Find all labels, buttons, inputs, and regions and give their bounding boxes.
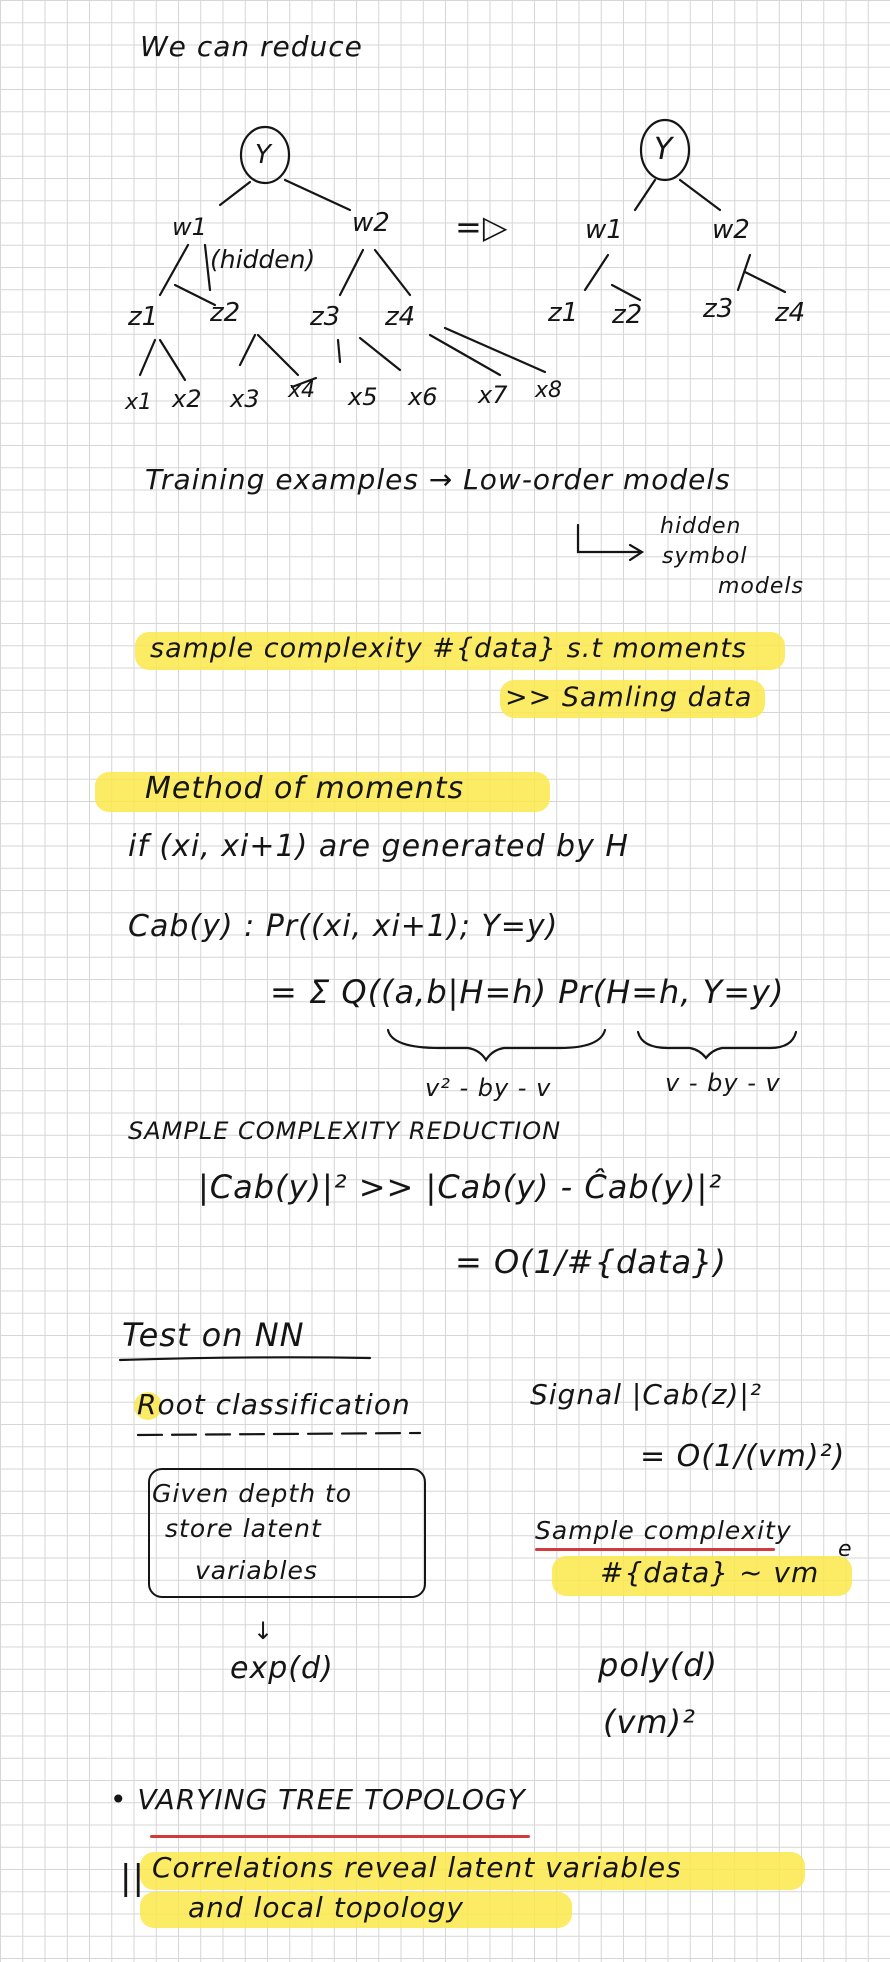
tree-left-root: Y xyxy=(255,140,271,170)
tree-right-z1: z1 xyxy=(548,298,579,328)
mom-cab-line: Cab(y) : Pr((xi, xi+1); Y=y) xyxy=(128,909,559,944)
given-box-line-2: store latent xyxy=(165,1514,322,1543)
given-box-line-3: variables xyxy=(195,1556,318,1585)
tree-right-w2: w2 xyxy=(712,215,750,245)
data-vm-exponent: e xyxy=(838,1537,853,1562)
correlations-line: Correlations reveal latent variables xyxy=(152,1851,682,1884)
vm-squared: (vm)² xyxy=(603,1703,696,1741)
data-vm-line: #{data} ~ vm xyxy=(600,1556,820,1589)
double-bar-marker: || xyxy=(120,1858,145,1898)
signal-order-line: = O(1/(vm)²) xyxy=(640,1439,846,1474)
tree-left-x8: x8 xyxy=(535,378,563,403)
poly-d: poly(d) xyxy=(598,1646,718,1684)
tree-left-x4: x4 xyxy=(288,378,316,403)
mom-sum-line: = Σ Q((a,b|H=h) Pr(H=h, Y=y) xyxy=(270,973,785,1011)
and-local-topology: and local topology xyxy=(188,1891,464,1924)
tree-right-z2: z2 xyxy=(612,300,643,330)
mom-if-line: if (xi, xi+1) are generated by H xyxy=(128,829,629,864)
inequality-line: |Cab(y)|² >> |Cab(y) - Ĉab(y)|² xyxy=(198,1168,723,1206)
tree-left-x6: x6 xyxy=(408,383,438,411)
tree-left-z3: z3 xyxy=(310,302,341,332)
tree-left-x7: x7 xyxy=(478,381,508,409)
intro-text: We can reduce xyxy=(140,30,363,63)
hidden-symbol-line-2: symbol xyxy=(662,544,748,569)
tree-right-z4: z4 xyxy=(775,298,806,328)
tree-right-w1: w1 xyxy=(585,215,623,245)
tree-left-z1: z1 xyxy=(128,302,159,332)
given-box-line-1: Given depth to xyxy=(152,1479,353,1508)
tree-right-root: Y xyxy=(654,132,673,167)
tree-left-w1: w1 xyxy=(172,213,207,241)
tree-left-w2: w2 xyxy=(352,208,390,238)
sample-complexity-reduction: SAMPLE COMPLEXITY REDUCTION xyxy=(128,1117,562,1145)
brace-right-label: v - by - v xyxy=(665,1069,781,1097)
hidden-symbol-line-1: hidden xyxy=(660,514,742,539)
root-classification: Root classification xyxy=(137,1388,411,1421)
training-line: Training examples → Low-order models xyxy=(145,463,731,496)
exp-marker: ↓ xyxy=(253,1617,275,1645)
test-on-nn-title: Test on NN xyxy=(122,1316,305,1354)
varying-tree-topology: • VARYING TREE TOPOLOGY xyxy=(110,1783,526,1816)
exp-d: exp(d) xyxy=(230,1651,334,1686)
tree-right-z3: z3 xyxy=(703,294,734,324)
signal-line: Signal |Cab(z)|² xyxy=(530,1378,763,1411)
tree-left-z2: z2 xyxy=(210,298,241,328)
tree-left-hidden: (hidden) xyxy=(210,245,316,274)
hidden-symbol-line-3: models xyxy=(718,574,804,599)
method-of-moments-title: Method of moments xyxy=(145,771,465,806)
samling-data-line: >> Samling data xyxy=(505,682,753,713)
sample-complexity-line: sample complexity #{data} s.t moments xyxy=(150,633,747,664)
brace-left-label: v² - by - v xyxy=(425,1074,552,1102)
reduce-arrow: =▷ xyxy=(455,208,509,246)
tree-left-x1: x1 xyxy=(125,390,153,415)
sample-complexity-2: Sample complexity xyxy=(535,1516,792,1545)
tree-left-x5: x5 xyxy=(348,383,378,411)
tree-left-x2: x2 xyxy=(172,385,202,413)
order-line: = O(1/#{data}) xyxy=(455,1243,727,1281)
red-underline-varying xyxy=(150,1835,530,1838)
tree-left-x3: x3 xyxy=(230,385,260,413)
tree-left-z4: z4 xyxy=(385,302,416,332)
red-underline-sample-complexity xyxy=(535,1548,775,1551)
